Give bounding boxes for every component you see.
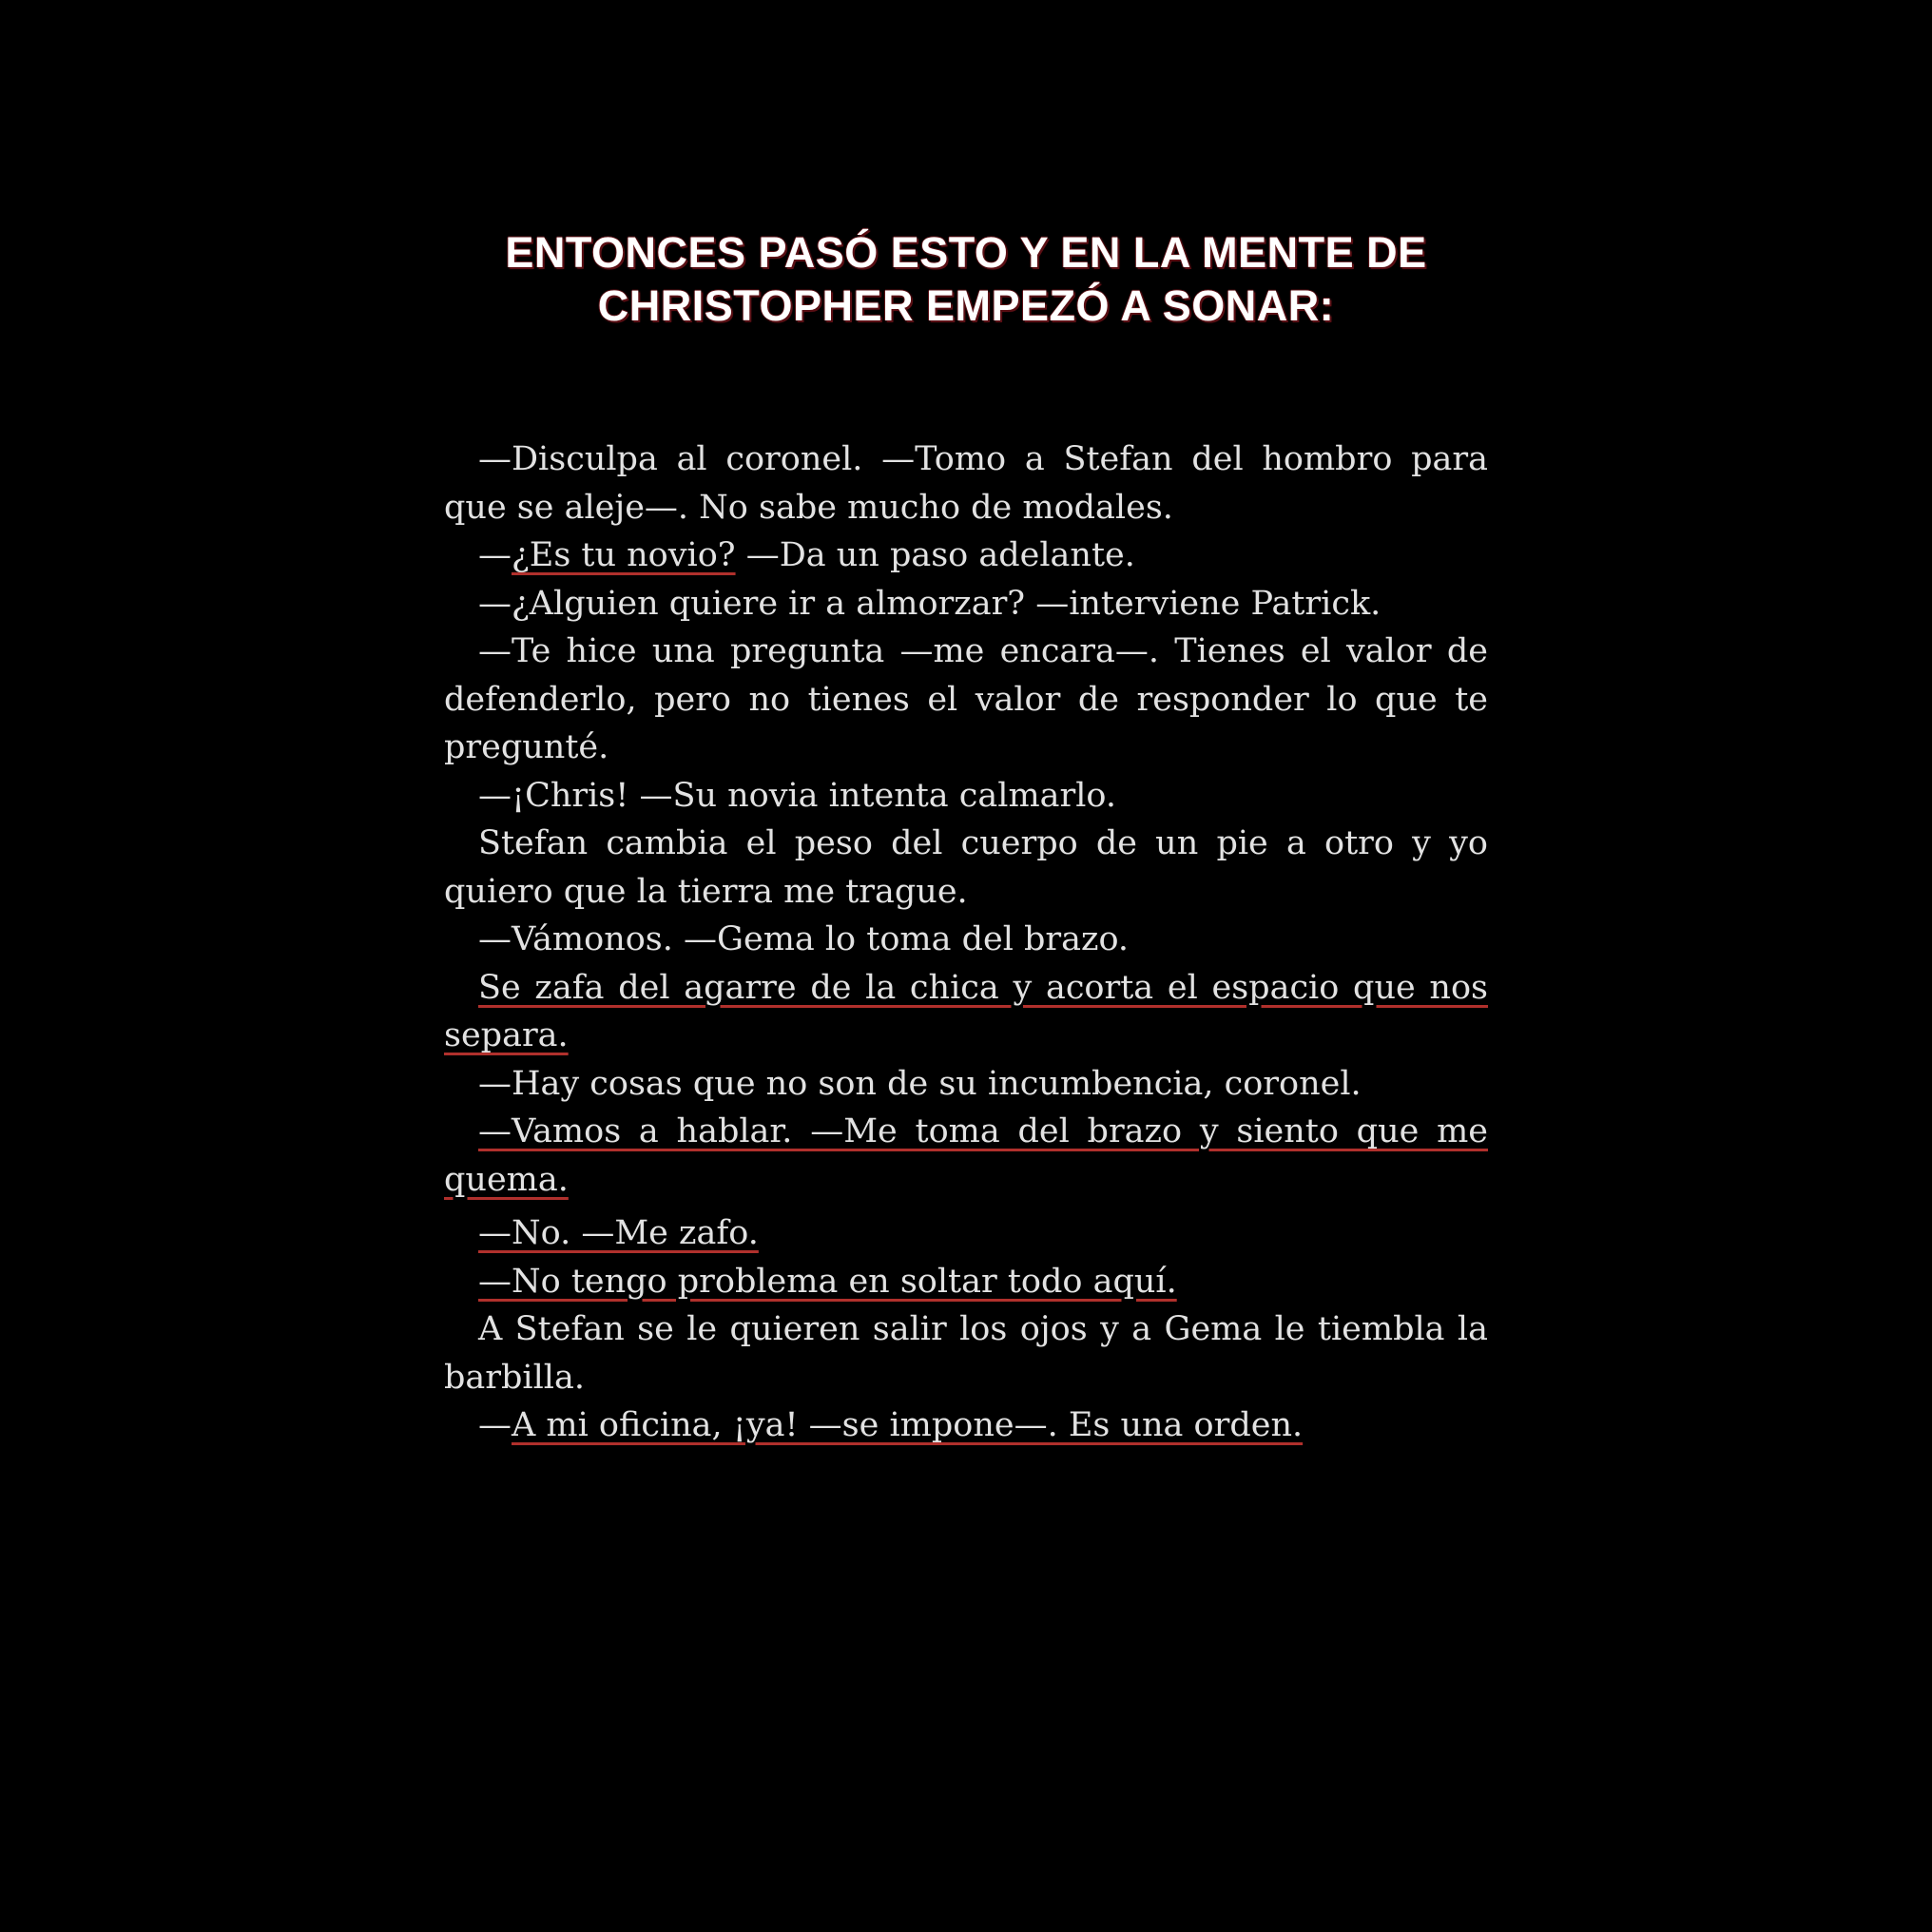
- paragraph-2-text: —Da un paso adelante.: [735, 536, 1135, 574]
- heading-line-1: ENTONCES PASÓ ESTO Y EN LA MENTE DE: [505, 228, 1427, 277]
- page-heading: [396, 226, 1536, 333]
- paragraph-1-text: —Disculpa al coronel. —Tomo a Stefan del hombro para que se aleje—. No sabe mucho de modales.: [444, 440, 1488, 527]
- paragraph-14: [444, 1401, 1488, 1450]
- paragraph-2-dash: —: [478, 536, 512, 574]
- paragraph-4-text: —Te hice una pregunta —me encara—. Tienes el valor de defenderlo, pero no tienes el valor de responder lo que te pregunté.: [444, 632, 1488, 766]
- paragraph-8-highlight: Se zafa del agarre de la chica y acorta el espacio que nos separa.: [444, 968, 1488, 1054]
- paragraph-11-highlight: —No. —Me zafo.: [478, 1214, 759, 1252]
- paragraph-13: [444, 1305, 1488, 1401]
- paragraph-7-text: —Vámonos. —Gema lo toma del brazo.: [478, 920, 1130, 958]
- paragraph-10: [444, 1108, 1488, 1204]
- paragraph-4: [444, 628, 1488, 772]
- paragraph-2: [444, 531, 1488, 580]
- paragraph-12-highlight: —No tengo problema en soltar todo aquí.: [478, 1262, 1177, 1301]
- paragraph-3: [444, 580, 1488, 628]
- paragraph-5-text: —¡Chris! —Su novia intenta calmarlo.: [478, 776, 1117, 815]
- paragraph-9: [444, 1060, 1488, 1109]
- paragraph-7: [444, 916, 1488, 964]
- heading-line-2: CHRISTOPHER EMPEZÓ A SONAR:: [597, 281, 1335, 330]
- paragraph-5: [444, 772, 1488, 821]
- paragraph-13-text: A Stefan se le quieren salir los ojos y a Gema le tiembla la barbilla.: [444, 1310, 1488, 1397]
- book-excerpt: [444, 435, 1488, 1450]
- paragraph-3-text: —¿Alguien quiere ir a almorzar? —interviene Patrick.: [478, 584, 1381, 623]
- paragraph-12: [444, 1258, 1488, 1306]
- paragraph-11: [444, 1209, 1488, 1258]
- paragraph-8: [444, 964, 1488, 1060]
- paragraph-6: [444, 820, 1488, 916]
- paragraph-10-highlight: —Vamos a hablar. —Me toma del brazo y siento que me quema.: [444, 1112, 1488, 1199]
- paragraph-6-text: Stefan cambia el peso del cuerpo de un pie a otro y yo quiero que la tierra me trague.: [444, 824, 1488, 911]
- paragraph-9-text: —Hay cosas que no son de su incumbencia, coronel.: [478, 1064, 1362, 1103]
- paragraph-14-highlight: A mi oficina, ¡ya! —se impone—. Es una orden.: [512, 1406, 1304, 1444]
- paragraph-1: [444, 435, 1488, 531]
- paragraph-2-highlight: ¿Es tu novio?: [512, 536, 736, 574]
- paragraph-14-dash: —: [478, 1406, 512, 1444]
